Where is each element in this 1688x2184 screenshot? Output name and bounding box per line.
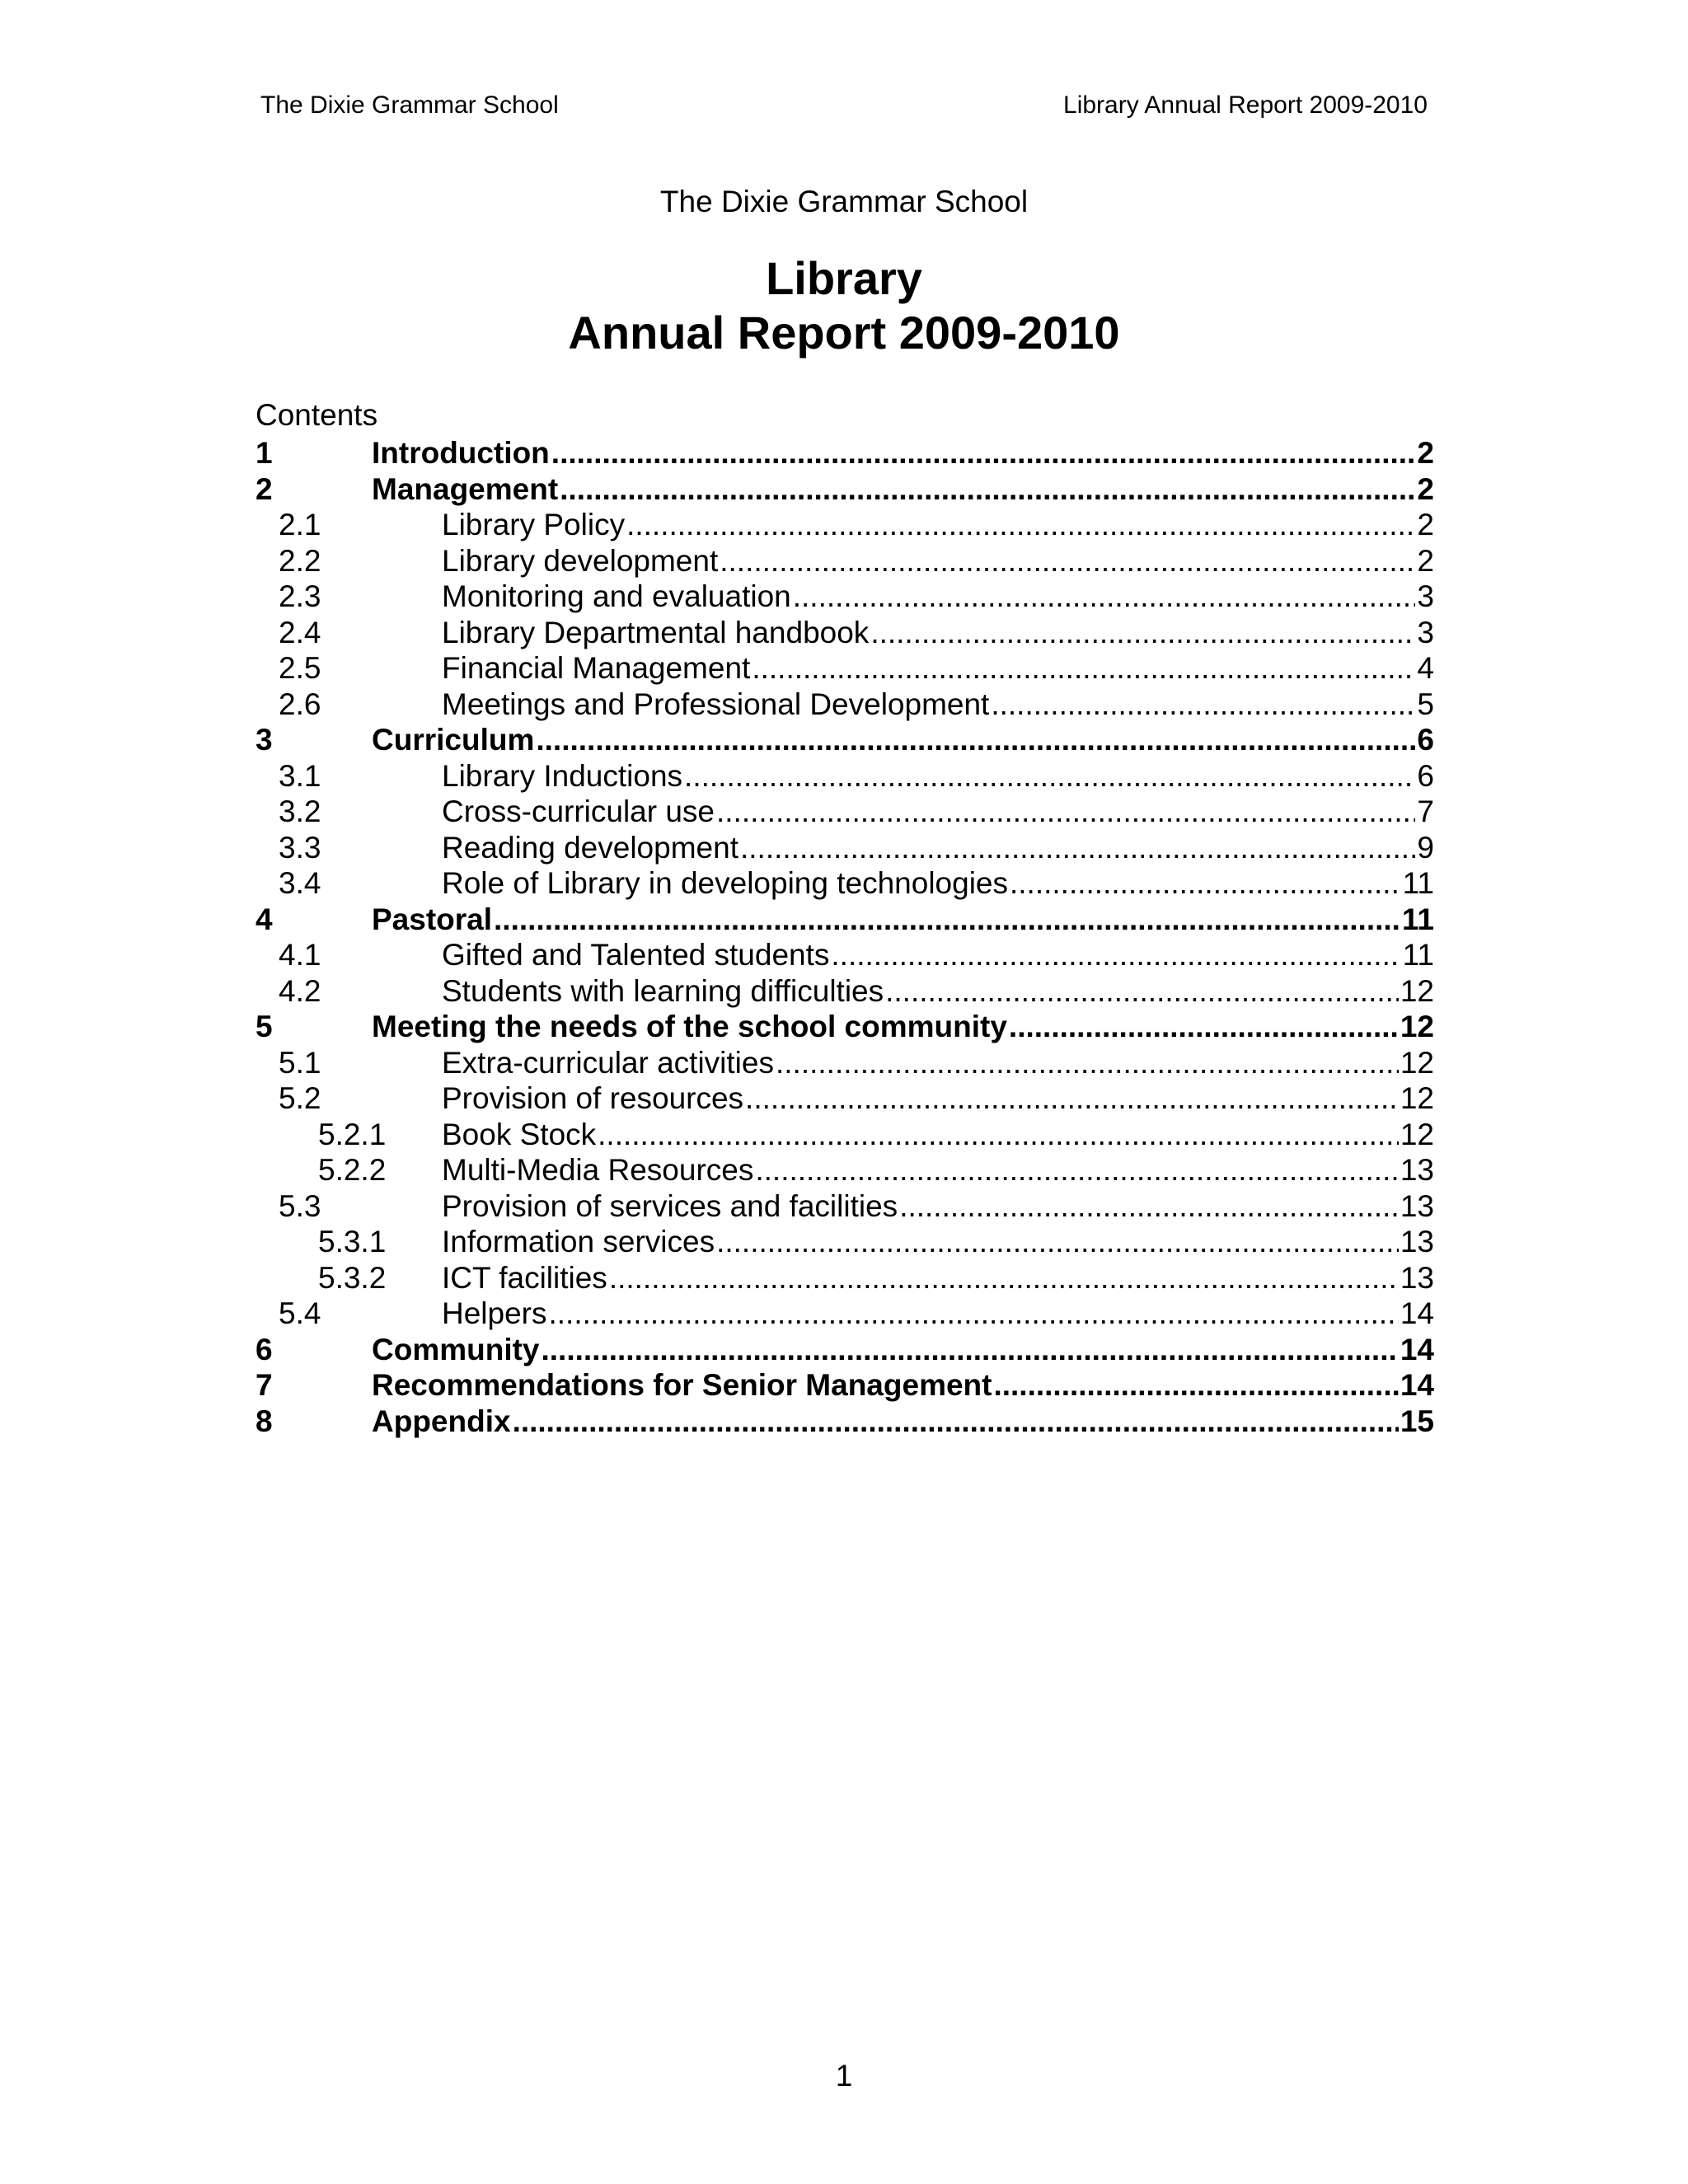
toc-entry[interactable] [256, 1045, 1434, 1081]
toc-entry-title: Monitoring and evaluation [442, 579, 791, 613]
toc-entry-number: 5.1 [279, 1045, 321, 1080]
toc-entry-line [372, 722, 1434, 758]
toc-entry-line [442, 865, 1434, 902]
toc-dot-leader [752, 650, 1415, 687]
toc-entry-page: 12 [1400, 1117, 1434, 1151]
toc-entry-title: Information services [442, 1225, 715, 1258]
toc-entry[interactable] [256, 507, 1434, 543]
toc-entry[interactable] [256, 758, 1434, 794]
toc-entry-line [442, 1080, 1434, 1117]
toc-entry-page: 13 [1400, 1225, 1434, 1258]
toc-entry-number: 5.2 [279, 1081, 321, 1115]
toc-entry-title: Multi-Media Resources [442, 1153, 754, 1187]
toc-entry-title: Curriculum [372, 723, 535, 757]
toc-dot-leader [716, 1224, 1399, 1260]
toc-entry-line [442, 830, 1434, 866]
toc-entry-title: Students with learning difficulties [442, 973, 884, 1008]
toc-entry[interactable] [256, 1188, 1434, 1225]
toc-entry-number: 7 [256, 1368, 273, 1402]
toc-entry-title: ICT facilities [442, 1260, 607, 1295]
toc-entry-page: 2 [1417, 471, 1434, 506]
toc-entry-line [372, 471, 1434, 508]
school-name: The Dixie Grammar School [659, 185, 1029, 218]
toc-entry-title: Community [372, 1332, 540, 1366]
toc-entry-title: Library Policy [442, 508, 626, 541]
toc-dot-leader [536, 722, 1415, 758]
toc-entry-title: Helpers [442, 1296, 547, 1330]
toc-entry-number: 3 [256, 723, 273, 757]
toc-entry-number: 4.2 [279, 973, 321, 1008]
toc-entry-page: 11 [1402, 866, 1434, 900]
toc-entry-number: 5.2.1 [318, 1117, 387, 1151]
toc-entry-line [442, 1188, 1434, 1225]
toc-entry-line [442, 507, 1434, 543]
toc-entry[interactable] [256, 1224, 1434, 1260]
toc-dot-leader [793, 579, 1416, 615]
toc-entry-title: Appendix [372, 1404, 511, 1438]
toc-entry-number: 6 [256, 1332, 273, 1366]
toc-dot-leader [1009, 1009, 1399, 1045]
toc-entry-title: Introduction [372, 436, 550, 470]
toc-entry-line [372, 902, 1434, 938]
toc-entry[interactable] [256, 1080, 1434, 1117]
toc-entry-page: 12 [1400, 1010, 1434, 1043]
header-report-title: Library Annual Report 2009-2010 [1063, 91, 1428, 119]
toc-entry[interactable] [256, 471, 1434, 508]
toc-entry-title: Provision of services and facilities [442, 1188, 898, 1223]
header-school-name: The Dixie Grammar School [260, 91, 559, 119]
toc-entry-number: 3.1 [279, 758, 321, 793]
toc-entry-line [442, 973, 1434, 1010]
toc-dot-leader [551, 435, 1416, 471]
toc-entry[interactable] [256, 1404, 1434, 1440]
toc-entry-page: 6 [1417, 758, 1434, 793]
toc-entry-title: Extra-curricular activities [442, 1045, 774, 1080]
toc-entry-line [442, 1117, 1434, 1153]
toc-entry-title: Role of Library in developing technologies [442, 866, 1008, 900]
toc-entry-number: 2.6 [279, 687, 321, 721]
contents-heading: Contents [256, 398, 378, 432]
toc-entry-number: 4 [256, 902, 273, 936]
toc-dot-leader [560, 471, 1415, 508]
toc-entry-number: 2 [256, 471, 273, 506]
toc-entry-line [442, 794, 1434, 830]
toc-entry-title: Library development [442, 543, 719, 578]
toc-entry-number: 4.1 [279, 938, 321, 972]
toc-entry-number: 2.2 [279, 543, 321, 578]
toc-entry-title: Management [372, 471, 559, 506]
toc-entry-title: Cross-curricular use [442, 794, 715, 828]
toc-entry-line [372, 1332, 1434, 1368]
toc-entry-number: 5.4 [279, 1296, 321, 1330]
toc-entry[interactable] [256, 543, 1434, 579]
toc-entry-line [372, 1009, 1434, 1045]
toc-entry-page: 11 [1401, 902, 1434, 936]
toc-entry[interactable] [256, 435, 1434, 471]
toc-entry[interactable] [256, 1152, 1434, 1188]
toc-dot-leader [831, 937, 1400, 973]
toc-dot-leader [626, 507, 1415, 543]
title-line-1: Library [766, 252, 922, 304]
toc-entry-line [442, 1260, 1434, 1296]
toc-entry-number: 5 [256, 1010, 273, 1043]
toc-entry[interactable] [256, 1009, 1434, 1045]
toc-entry[interactable] [256, 937, 1434, 973]
toc-entry-title: Book Stock [442, 1117, 597, 1151]
toc-dot-leader [720, 543, 1415, 579]
toc-entry-line [442, 1152, 1434, 1188]
toc-entry-line [442, 758, 1434, 794]
toc-entry[interactable] [256, 902, 1434, 938]
toc-dot-leader [776, 1045, 1399, 1081]
toc-entry-number: 2.4 [279, 615, 321, 649]
toc-entry[interactable] [256, 865, 1434, 902]
toc-entry[interactable] [256, 794, 1434, 830]
toc-dot-leader [549, 1296, 1399, 1332]
toc-entry[interactable] [256, 579, 1434, 615]
toc-entry[interactable] [256, 1332, 1434, 1368]
toc-dot-leader [513, 1404, 1399, 1440]
toc-entry-page: 14 [1400, 1296, 1434, 1330]
toc-entry-page: 14 [1400, 1332, 1434, 1366]
page-number: 1 [835, 2059, 853, 2093]
toc-dot-leader [684, 758, 1415, 794]
toc-dot-leader [993, 1367, 1398, 1404]
toc-entry-number: 8 [256, 1404, 273, 1438]
page-title [0, 251, 1688, 360]
toc-entry-title: Gifted and Talented students [442, 938, 830, 972]
toc-entry[interactable] [256, 722, 1434, 758]
toc-entry-title: Pastoral [372, 902, 493, 936]
toc-entry-number: 5.2.2 [318, 1153, 387, 1187]
toc-entry-line [442, 615, 1434, 651]
toc-dot-leader [598, 1117, 1399, 1153]
toc-entry-number: 5.3.1 [318, 1225, 387, 1258]
toc-entry-page: 14 [1400, 1368, 1434, 1402]
toc-entry-number: 5.3.2 [318, 1260, 387, 1295]
toc-entry-title: Reading development [442, 830, 738, 865]
toc-entry-line [442, 543, 1434, 579]
toc-entry-line [442, 1224, 1434, 1260]
toc-dot-leader [1010, 865, 1401, 902]
toc-entry-page: 12 [1400, 1045, 1434, 1080]
toc-entry-page: 12 [1400, 1081, 1434, 1115]
toc-entry-number: 1 [256, 436, 273, 470]
toc-entry-title: Financial Management [442, 651, 751, 685]
toc-entry[interactable] [256, 615, 1434, 651]
toc-dot-leader [542, 1332, 1399, 1368]
toc-dot-leader [494, 902, 1400, 938]
toc-entry-number: 2.5 [279, 651, 321, 685]
toc-entry-line [372, 1404, 1434, 1440]
toc-entry-page: 2 [1417, 436, 1434, 470]
toc-entry-number: 3.2 [279, 794, 321, 828]
toc-entry-line [442, 687, 1434, 723]
toc-dot-leader [745, 1080, 1399, 1117]
toc-entry-number: 3.3 [279, 830, 321, 865]
toc-dot-leader [740, 830, 1415, 866]
toc-dot-leader [870, 615, 1415, 651]
toc-entry-page: 7 [1417, 794, 1434, 828]
title-line-2: Annual Report 2009-2010 [568, 307, 1120, 359]
toc-entry[interactable] [256, 973, 1434, 1010]
running-header [260, 89, 1428, 122]
toc-entry-line [442, 1045, 1434, 1081]
toc-entry-line [442, 579, 1434, 615]
toc-entry-title: Library Departmental handbook [442, 615, 870, 649]
toc-entry[interactable] [256, 1367, 1434, 1404]
toc-entry-line [372, 435, 1434, 471]
toc-entry-number: 5.3 [279, 1188, 321, 1223]
toc-entry-line [442, 650, 1434, 687]
toc-entry-number: 2.1 [279, 508, 321, 541]
toc-dot-leader [609, 1260, 1399, 1296]
toc-entry-page: 12 [1400, 973, 1434, 1008]
toc-entry-page: 6 [1417, 723, 1434, 757]
toc-entry-title: Provision of resources [442, 1081, 744, 1115]
toc-entry-page: 2 [1417, 508, 1434, 541]
toc-entry[interactable] [256, 1296, 1434, 1332]
toc-entry[interactable] [256, 687, 1434, 723]
toc-entry-title: Library Inductions [442, 758, 683, 793]
toc-entry-line [442, 937, 1434, 973]
toc-entry-page: 5 [1417, 687, 1434, 721]
toc-entry-page: 11 [1402, 938, 1434, 972]
toc-entry-page: 4 [1417, 651, 1434, 685]
toc-entry-title: Meeting the needs of the school community [372, 1010, 1007, 1043]
toc-entry[interactable] [256, 1260, 1434, 1296]
toc-entry-line [442, 1296, 1434, 1332]
toc-entry-title: Meetings and Professional Development [442, 687, 990, 721]
toc-entry-page: 13 [1400, 1153, 1434, 1187]
toc-dot-leader [899, 1188, 1399, 1225]
toc-entry-page: 3 [1417, 615, 1434, 649]
toc-entry[interactable] [256, 650, 1434, 687]
toc-entry-number: 2.3 [279, 579, 321, 613]
toc-entry[interactable] [256, 830, 1434, 866]
toc-entry-number: 3.4 [279, 866, 321, 900]
toc-dot-leader [991, 687, 1415, 723]
toc-entry-page: 15 [1400, 1404, 1434, 1438]
toc-dot-leader [755, 1152, 1398, 1188]
toc-entry-page: 3 [1417, 579, 1434, 613]
toc-entry-title: Recommendations for Senior Management [372, 1368, 992, 1402]
toc-entry-page: 13 [1400, 1188, 1434, 1223]
toc-entry[interactable] [256, 1117, 1434, 1153]
toc-dot-leader [716, 794, 1415, 830]
toc-entry-line [372, 1367, 1434, 1404]
toc-entry-page: 9 [1417, 830, 1434, 865]
toc-entry-page: 13 [1400, 1260, 1434, 1295]
table-of-contents [256, 435, 1434, 1439]
toc-dot-leader [885, 973, 1399, 1010]
toc-entry-page: 2 [1417, 543, 1434, 578]
